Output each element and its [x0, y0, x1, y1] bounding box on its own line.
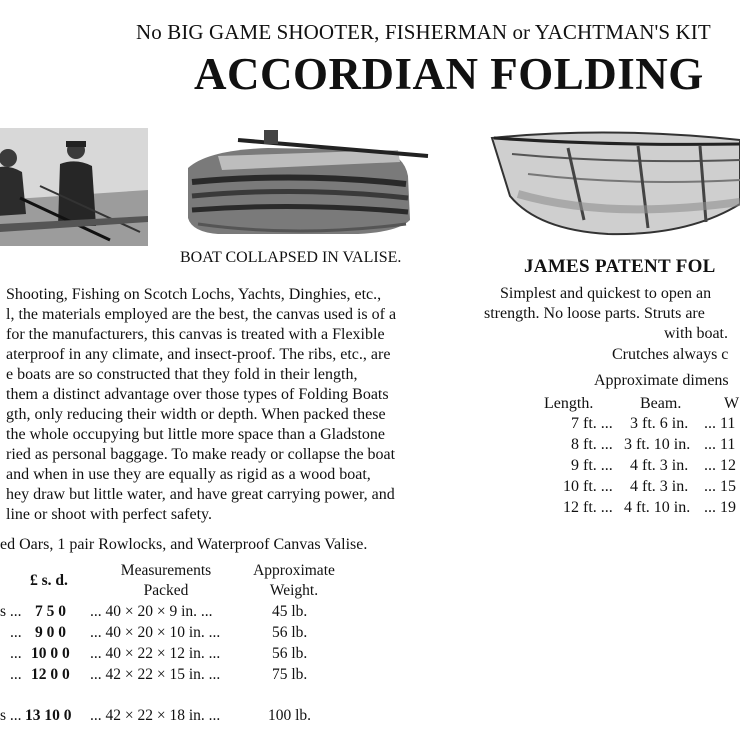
row-lead: s ... — [0, 707, 22, 724]
row-price: 9 0 0 — [35, 624, 66, 641]
row-weight: 45 lb. — [272, 603, 308, 620]
row-weight: 100 lb. — [268, 707, 312, 724]
photo-boat-in-valise — [178, 128, 430, 240]
row-beam: 4 ft. 10 in. — [624, 499, 691, 516]
row-beam: 3 ft. 6 in. — [630, 415, 689, 432]
photo-open-boat — [488, 124, 740, 242]
row-weight: 56 lb. — [272, 624, 308, 641]
row-measure: ... 42 × 22 × 18 in. ... — [90, 707, 221, 724]
price-header: £ s. d. — [30, 572, 68, 589]
row-w: ... 19 — [704, 499, 736, 516]
row-weight: 75 lb. — [272, 666, 308, 683]
row-measure: ... 40 × 20 × 9 in. ... — [90, 603, 213, 620]
right-section-title: JAMES PATENT FOL — [524, 256, 716, 277]
row-length: 12 ft. ... — [563, 499, 613, 516]
row-w: ... 15 — [704, 478, 736, 495]
row-length: 9 ft. ... — [571, 457, 613, 474]
w-header: W — [724, 395, 740, 412]
right-text-line: with boat. — [664, 325, 728, 342]
beam-header: Beam. — [640, 395, 682, 412]
row-w: ... 11 — [704, 436, 736, 453]
length-header: Length. — [544, 395, 594, 412]
body-line: aterproof in any climate, and insect-proof. The ribs, etc., are — [6, 346, 391, 363]
equipment-line: ed Oars, 1 pair Rowlocks, and Waterproof Canvas Valise. — [0, 536, 368, 553]
row-w: ... 11 — [704, 415, 736, 432]
body-line: and when in use they are equally as rigid as a wood boat, — [6, 466, 371, 483]
row-price: 7 5 0 — [35, 603, 66, 620]
row-measure: ... 40 × 20 × 10 in. ... — [90, 624, 221, 641]
page-tagline: No BIG GAME SHOOTER, FISHERMAN or YACHTMAN'S KIT — [136, 20, 711, 44]
measurements-header-line1: Measurements — [120, 562, 212, 579]
row-beam: 4 ft. 3 in. — [630, 478, 689, 495]
measurements-header-line2: Packed — [143, 582, 189, 599]
row-length: 7 ft. ... — [571, 415, 613, 432]
row-lead: ... — [10, 666, 22, 683]
row-measure: ... 42 × 22 × 15 in. ... — [90, 666, 221, 683]
body-line: e boats are so constructed that they fold in their length, — [6, 366, 358, 383]
photo-caption: BOAT COLLAPSED IN VALISE. — [180, 249, 402, 266]
body-line: line or shoot with perfect safety. — [6, 506, 213, 523]
right-text-line: Simplest and quickest to open an — [500, 285, 712, 302]
row-price: 12 0 0 — [31, 666, 70, 683]
body-line: them a distinct advantage over those types of Folding Boats — [6, 386, 389, 403]
page-headline: ACCORDIAN FOLDING — [194, 49, 704, 99]
body-line: l, the materials employed are the best, the canvas used is of a — [6, 306, 397, 323]
row-lead: s ... — [0, 603, 22, 620]
row-lead: ... — [10, 645, 22, 662]
row-length: 10 ft. ... — [563, 478, 613, 495]
right-text-line: strength. No loose parts. Struts are — [484, 305, 705, 322]
weight-header-line1: Approximate — [253, 562, 335, 579]
right-text-line: Approximate dimens — [594, 372, 729, 389]
row-price: 13 10 0 — [25, 707, 72, 724]
body-line: gth, only reducing their width or depth. When packed these — [6, 406, 386, 423]
row-measure: ... 40 × 22 × 12 in. ... — [90, 645, 221, 662]
row-beam: 3 ft. 10 in. — [624, 436, 691, 453]
body-line: the whole occupying but little more space than a Gladstone — [6, 426, 385, 443]
row-lead: ... — [10, 624, 22, 641]
body-line: hey draw but little water, and have great carrying power, and — [6, 486, 395, 503]
body-line: for the manufacturers, this canvas is treated with a Flexible — [6, 326, 385, 343]
row-length: 8 ft. ... — [571, 436, 613, 453]
body-line: ried as personal baggage. To make ready or collapse the boat — [6, 446, 396, 463]
right-text-line: Crutches always c — [612, 346, 729, 363]
row-weight: 56 lb. — [272, 645, 308, 662]
body-line: Shooting, Fishing on Scotch Lochs, Yachts, Dinghies, etc., — [6, 286, 382, 303]
row-w: ... 12 — [704, 457, 736, 474]
row-price: 10 0 0 — [31, 645, 70, 662]
weight-header-line2: Weight. — [269, 582, 319, 599]
photo-men-in-boat — [0, 128, 148, 246]
row-beam: 4 ft. 3 in. — [630, 457, 689, 474]
